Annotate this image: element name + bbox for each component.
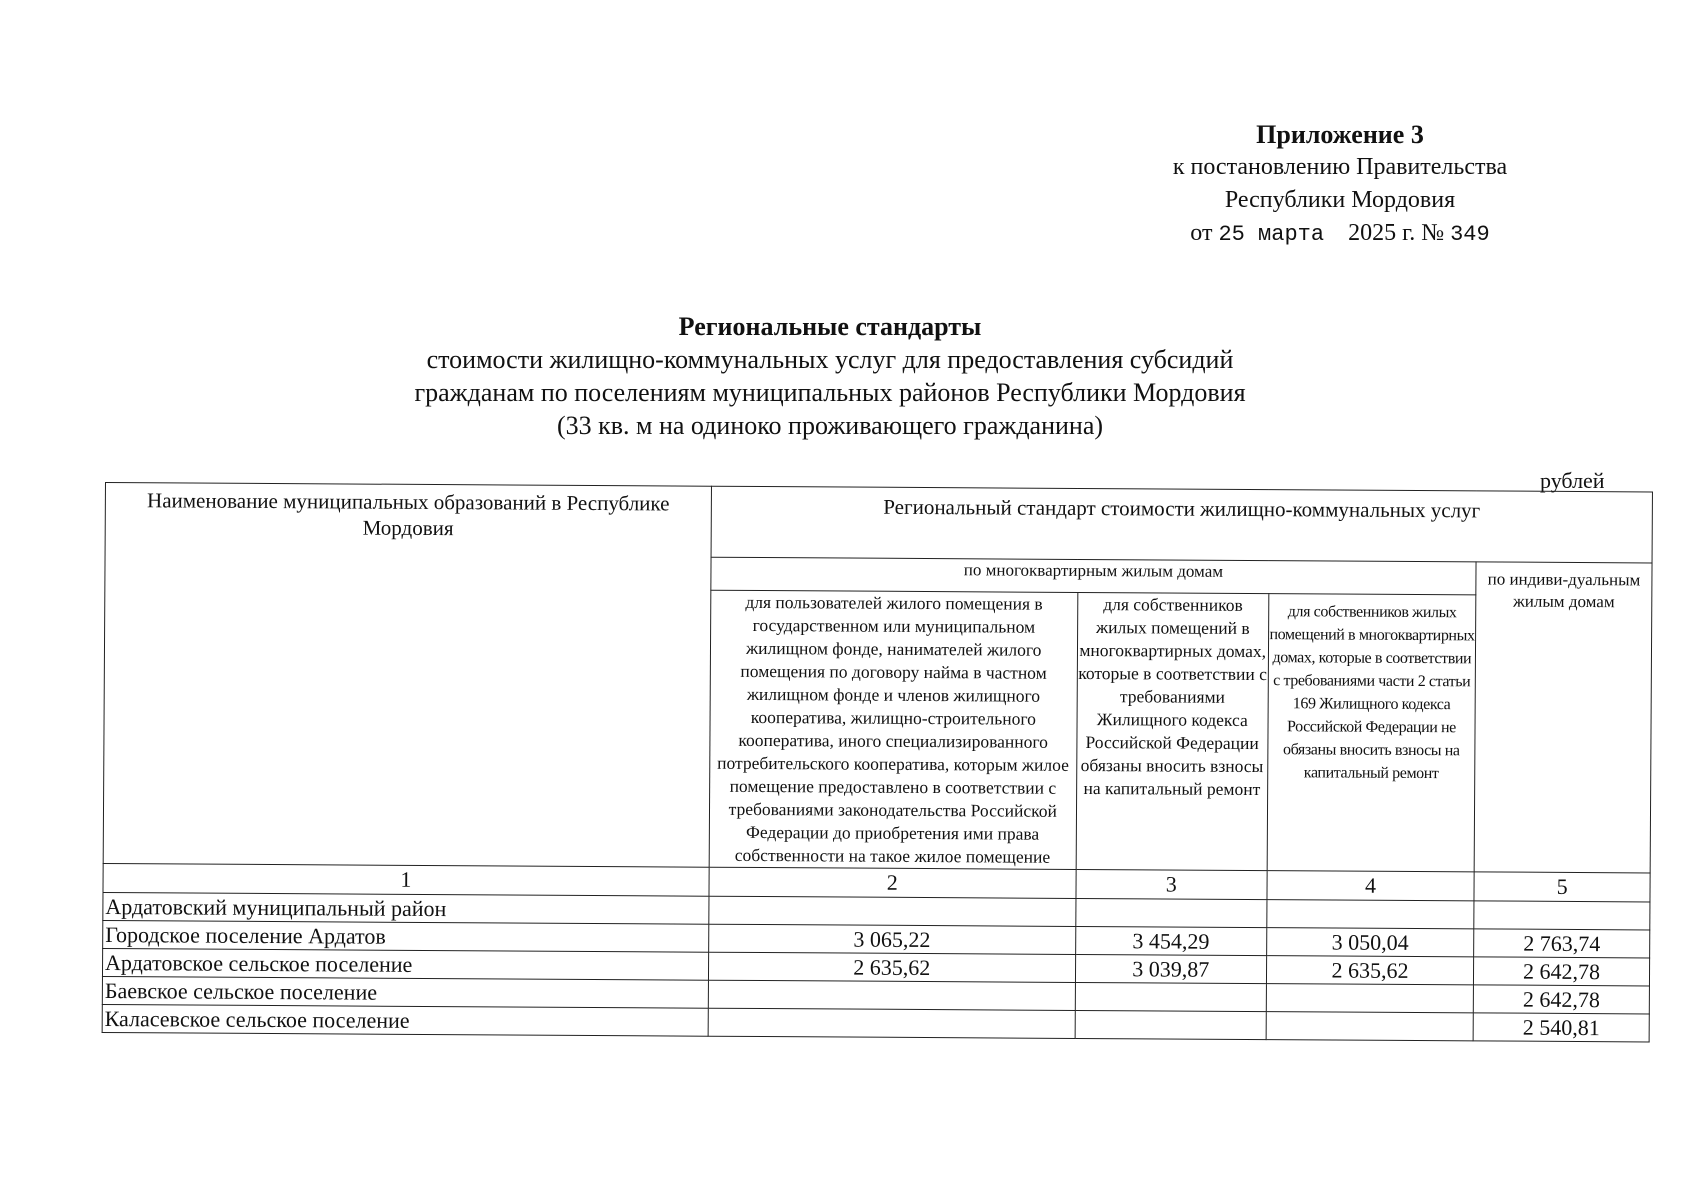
value-col-4: 2 635,62	[1266, 956, 1474, 985]
value-col-3	[1075, 1010, 1266, 1039]
column-number: 4	[1267, 871, 1475, 901]
column-number: 3	[1076, 869, 1267, 899]
standards-table	[102, 482, 1653, 1042]
date-handwritten: 25 марта	[1218, 222, 1325, 247]
date-prefix: от	[1190, 220, 1213, 246]
header-col-4: для собственников жилых помещений в многоквартирных домах, которые в соответствии с требованиями части 2 статьи 169 Жилищного кодекса Российской Федерации не обязаны вносить взносы на капитальный ремонт	[1267, 594, 1476, 872]
header-name-column: Наименование муниципальных образований в Республике Мордовия	[103, 483, 711, 868]
title-line-3: (33 кв. м на одиноко проживающего гражданина)	[556, 411, 1104, 440]
header-group: Региональный стандарт стоимости жилищно-коммунальных услуг	[711, 486, 1653, 563]
document-number: 349	[1450, 222, 1490, 247]
currency-unit: рублей	[1540, 468, 1605, 493]
appendix-date-line	[1080, 217, 1600, 251]
header-col-3: для собственников жилых помещений в многоквартирных домах, которые в соответствии с требованиями Жилищного кодекса Российской Федерации обязаны вносить взносы на капитальный ремонт	[1076, 592, 1269, 870]
appendix-block	[1080, 118, 1600, 251]
title-line-2: гражданам по поселениям муниципальных районов Республики Мордовия	[414, 378, 1246, 407]
appendix-line-2: Республики Мордовия	[1224, 187, 1456, 213]
date-suffix: 2025 г. №	[1348, 220, 1445, 246]
value-col-3: 3 039,87	[1075, 954, 1266, 983]
district-name: Ардатовский муниципальный район	[103, 892, 709, 924]
settlement-name: Каласевское сельское поселение	[102, 1004, 708, 1036]
column-number: 2	[709, 867, 1076, 898]
value-col-2: 2 635,62	[708, 952, 1075, 982]
value-col-5: 2 642,78	[1474, 957, 1650, 986]
column-number: 5	[1474, 872, 1650, 902]
value-col-4	[1266, 984, 1474, 1013]
appendix-line-1: к постановлению Правительства	[1172, 154, 1508, 180]
value-col-3: 3 454,29	[1075, 926, 1266, 955]
value-col-4: 3 050,04	[1266, 928, 1474, 957]
value-col-5: 2 540,81	[1473, 1013, 1649, 1042]
settlement-name: Баевское сельское поселение	[102, 976, 708, 1008]
value-col-5: 2 763,74	[1474, 929, 1650, 958]
appendix-title: Приложение 3	[1256, 120, 1424, 149]
value-col-2	[708, 980, 1075, 1010]
value-col-3	[1075, 982, 1266, 1011]
header-col-5: по индиви-дуальным жилым домам	[1474, 562, 1652, 873]
settlement-name: Ардатовское сельское поселение	[102, 948, 708, 980]
column-number: 1	[103, 863, 709, 896]
settlement-name: Городское поселение Ардатов	[103, 920, 709, 952]
value-col-2: 3 065,22	[708, 924, 1075, 954]
value-col-2	[708, 1008, 1075, 1038]
header-multiapartment: по многоквартирным жилым домам	[711, 557, 1477, 595]
value-col-4	[1266, 1012, 1474, 1041]
value-col-5: 2 642,78	[1473, 985, 1649, 1014]
document-title	[330, 310, 1330, 442]
header-col-2: для пользователей жилого помещения в государственном или муниципальном жилищном фонде, нанимателей жилого помещения по договору найма в частном жилищном фонде и членов жилищного кооператива, жилищно-строительного кооператива, иного специализированного потребительского кооператива, которым жилое помещение предоставлено в соответствии с требованиями законодательства Российской Федерации до приобретения ими права собственности на такое жилое помещение	[709, 590, 1078, 869]
title-main: Региональные стандарты	[678, 312, 982, 341]
title-line-1: стоимости жилищно-коммунальных услуг для предоставления субсидий	[426, 345, 1234, 374]
